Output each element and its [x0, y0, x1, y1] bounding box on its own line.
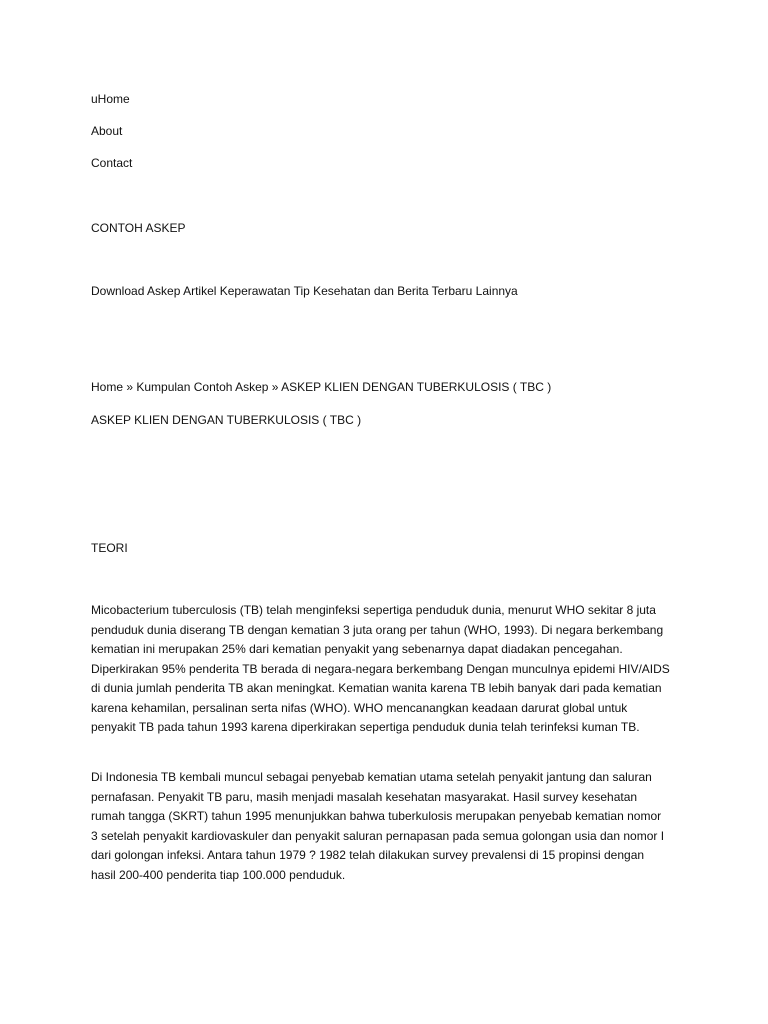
breadcrumb-separator: »	[123, 380, 137, 394]
site-title[interactable]: CONTOH ASKEP	[91, 221, 186, 235]
breadcrumb	[91, 379, 551, 395]
breadcrumb-current: ASKEP KLIEN DENGAN TUBERKULOSIS ( TBC )	[281, 380, 552, 394]
breadcrumb-home[interactable]: Home	[91, 380, 124, 394]
nav-link-about[interactable]: About	[91, 124, 123, 138]
body-paragraph: Micobacterium tuberculosis (TB) telah menginfeksi sepertiga penduduk dunia, menurut WHO sekitar 8 juta penduduk dunia diserang TB dengan kematian 3 juta orang per tahun (WHO, 1993). Di negara berkembang kematian ini merupakan 25% dari kematian penyakit yang sebenarnya dapat diadakan pencegahan. Diperkirakan 95% penderita TB berada di negara-negara berkembang Dengan munculnya epidemi HIV/AIDS di dunia jumlah penderita TB akan meningkat. Kematian wanita karena TB lebih banyak dari pada kematian karena kehamilan, persalinan serta nifas (WHO). WHO mencanangkan keadaan darurat global untuk penyakit TB pada tahun 1993 karena diperkirakan sepertiga penduduk dunia telah terinfeksi kuman TB.	[91, 603, 670, 734]
breadcrumb-category[interactable]: Kumpulan Contoh Askep	[136, 380, 269, 394]
section-heading: TEORI	[91, 541, 128, 555]
body-paragraph: Di Indonesia TB kembali muncul sebagai penyebab kematian utama setelah penyakit jantung dan saluran pernafasan. Penyakit TB paru, masih menjadi masalah kesehatan masyarakat. Hasil survey kesehatan rumah tangga (SKRT) tahun 1995 menunjukkan bahwa tuberkulosis merupakan penyebab kematian nomor 3 setelah penyakit kardiovaskuler dan penyakit saluran pernapasan pada semua golongan usia dan nomor I dari golongan infeksi. Antara tahun 1979 ? 1982 telah dilakukan survey prevalensi di 15 propinsi dengan hasil 200-400 penderita tiap 100.000 penduduk.	[91, 770, 665, 882]
post-title: ASKEP KLIEN DENGAN TUBERKULOSIS ( TBC )	[91, 413, 362, 427]
nav-link-home[interactable]: uHome	[91, 92, 130, 106]
breadcrumb-separator: »	[268, 380, 282, 394]
nav-link-contact[interactable]: Contact	[91, 156, 133, 170]
site-tagline: Download Askep Artikel Keperawatan Tip Kesehatan dan Berita Terbaru Lainnya	[91, 284, 518, 298]
